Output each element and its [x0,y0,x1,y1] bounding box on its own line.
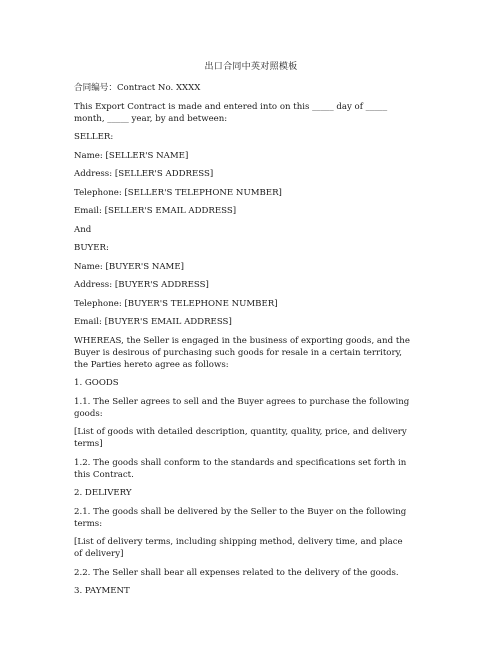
buyer-name: Name: [BUYER'S NAME] [74,261,184,272]
seller-name: Name: [SELLER'S NAME] [74,150,189,161]
buyer-telephone: Telephone: [BUYER'S TELEPHONE NUMBER] [74,298,278,309]
section-delivery-heading: 2. DELIVERY [74,488,132,498]
buyer-address: Address: [BUYER'S ADDRESS] [74,280,209,290]
seller-address: Address: [SELLER'S ADDRESS] [74,169,214,179]
seller-telephone: Telephone: [SELLER'S TELEPHONE NUMBER] [74,187,282,198]
clause-1-1: 1.1. The Seller agrees to sell and the Buyer agrees to purchase the following goods: [74,396,410,419]
section-payment-heading: 3. PAYMENT [74,586,130,596]
delivery-terms-placeholder: [List of delivery terms, including shipping method, delivery time, and place of delivery] [74,537,403,559]
buyer-heading: BUYER: [74,243,109,253]
document-title: 出口合同中英对照模板 [204,62,298,72]
seller-email: Email: [SELLER'S EMAIL ADDRESS] [74,206,237,216]
contract-number: 合同编号：Contract No. XXXX [74,83,201,93]
seller-heading: SELLER: [74,132,114,142]
section-goods-heading: 1. GOODS [74,378,119,388]
and-line: And [74,224,92,235]
preamble: This Export Contract is made and entered into on this _____ day of _____ month, _____ year, by and between: [74,101,388,124]
clause-2-1: 2.1. The goods shall be delivered by the Seller to the Buyer on the following terms: [74,506,407,529]
clause-2-2: 2.2. The Seller shall bear all expenses related to the delivery of the goods. [74,567,399,578]
clause-1-2: 1.2. The goods shall conform to the standards and specifications set forth in this Contract. [74,457,407,480]
buyer-email: Email: [BUYER'S EMAIL ADDRESS] [74,317,232,327]
goods-list-placeholder: [List of goods with detailed description, quantity, quality, price, and delivery terms] [74,427,407,449]
whereas-clause: WHEREAS, the Seller is engaged in the business of exporting goods, and the Buyer is desirous of purchasing such goods for resale in a certain territory, the Parties hereto agree as follows: [74,335,410,370]
document-body [74,82,410,604]
